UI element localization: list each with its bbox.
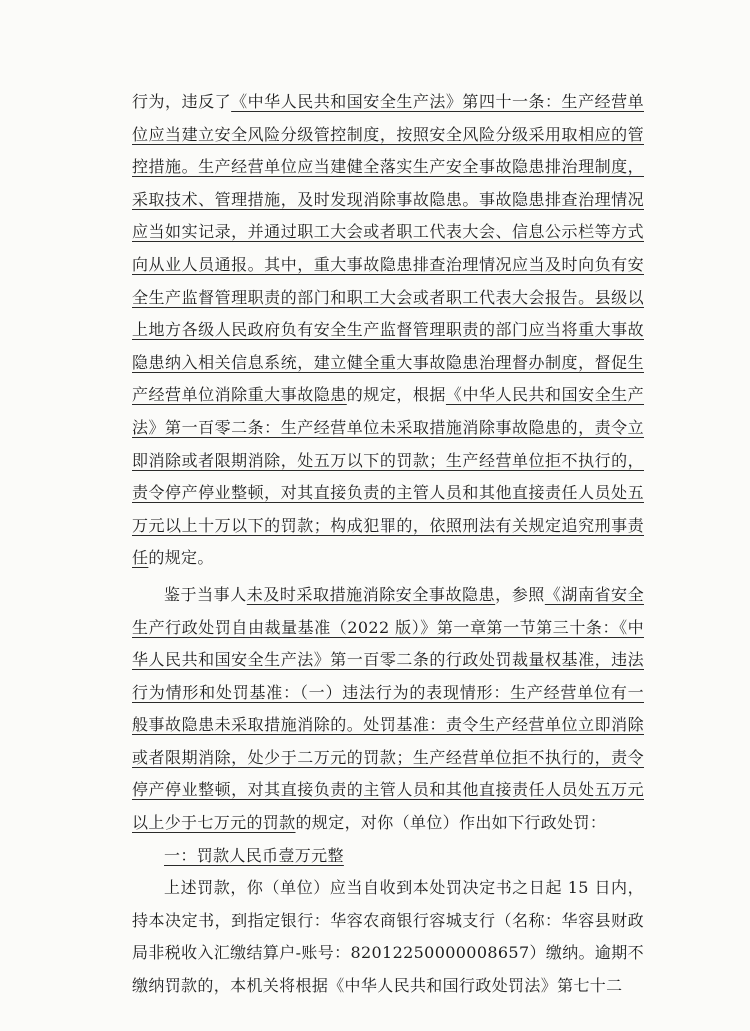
text-segment: 的规定，根据 [346, 385, 446, 405]
text-segment: ，参照 [495, 584, 545, 604]
text-segment: 鉴于当事人 [164, 584, 247, 604]
document-body [132, 86, 644, 1003]
text-segment: 的规定，对你（单位）作出如下行政处罚： [295, 813, 607, 833]
underlined-segment: 一：罚款人民币壹万元整 [164, 845, 344, 865]
text-segment: 上述罚款，你（单位）应当自收到本处罚决定书之日起 15 日内，持本决定书，到指定银行：华容农商银行容城支行（名称：华容县财政局非税收入汇缴结算户-账号：82012250000008657）缴纳。逾期不缴纳罚款的，本机关将根据《中华人民共和国行政处罚法》第七十二 [132, 878, 644, 996]
paragraph-payment-instructions [132, 872, 644, 1002]
underlined-segment: 《湖南省安全生产行政处罚自由裁量基准（2022 版）》第一章第一节第三十条：《中华人民共和国安全生产法》第一百零二条的行政处罚裁量权基准，违法行为情形和处罚基准：（一）违法行为的表现情形：生产经营单位有一般事故隐患未采取措施消除的。处罚基准：责令生产经营单位立即消除或者限期消除，处少于二万元的罚款；生产经营单位拒不执行的，责令停产停业整顿，对其直接负责的主管人员和其他直接责任人员处五万元以上少于七万元的罚款 [132, 584, 644, 833]
paragraph-violation [132, 86, 644, 575]
paragraph-discretion-basis [132, 579, 644, 840]
underlined-segment: 《中华人民共和国安全生产法》第四十一条：生产经营单位应当建立安全风险分级管控制度，按照安全风险分级采用取相应的管控措施。生产经营单位应当建健全落实生产安全事故隐患排治理制度，采取技术、管理措施，及时发现消除事故隐患。事故隐患排查治理情况应当如实记录，并通过职工大会或者职工代表大会、信息公示栏等方式向从业人员通报。其中，重大事故隐患排查治理情况应当及时向负有安全生产监督管理职责的部门和职工大会或者职工代表大会报告。县级以上地方各级人民政府负有安全生产监督管理职责的部门应当将重大事故隐患纳入相关信息系统，建立健全重大事故隐患治理督办制度，督促生产经营单位消除重大事故隐患 [132, 92, 644, 405]
paragraph-penalty-item [132, 840, 644, 873]
text-segment: 行为，违反了 [132, 92, 232, 111]
text-segment: 的规定。 [148, 548, 214, 568]
underlined-segment: 未及时采取措施消除安全事故隐患 [246, 584, 496, 604]
underlined-segment: 《中华人民共和国安全生产法》第一百零二条：生产经营单位未采取措施消除事故隐患的，责令立即消除或者限期消除，处五万以下的罚款；生产经营单位拒不执行的，责令停产停业整顿，对其直接负责的主管人员和其他直接责任人员处五万元以上十万以下的罚款；构成犯罪的，依照刑法有关规定追究刑事责任 [132, 385, 645, 568]
